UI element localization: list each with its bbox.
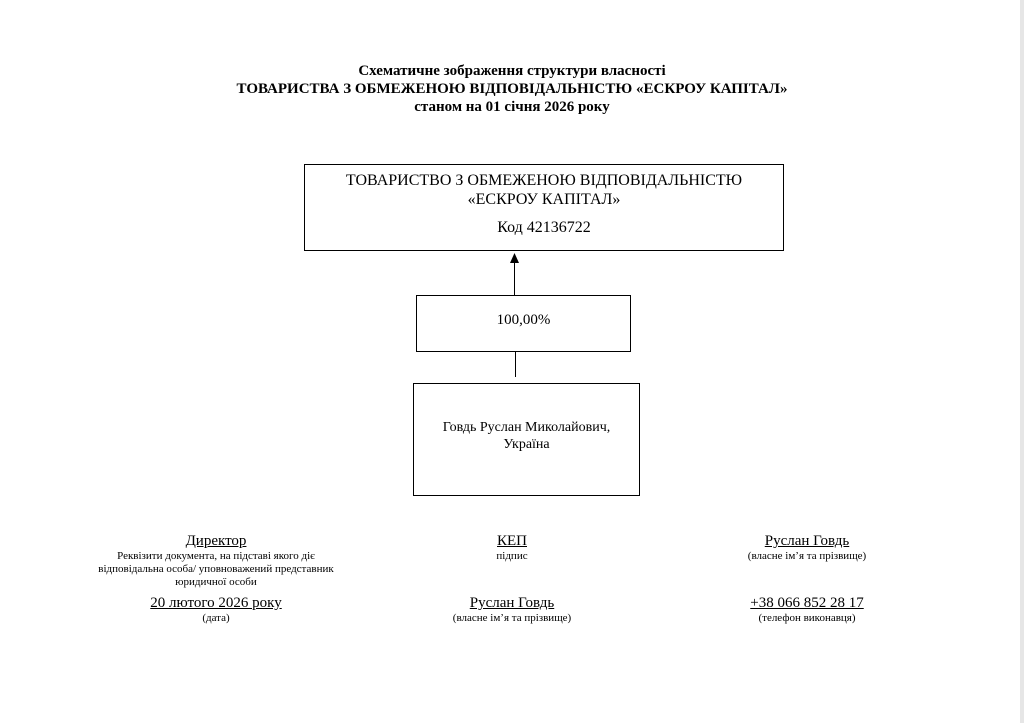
- date: 20 лютого 2026 року: [150, 595, 282, 611]
- phone-caption: (телефон виконавця): [758, 612, 856, 624]
- title-line-1: Схематичне зображення структури власності: [358, 63, 666, 79]
- arrow-line-upper: [514, 262, 515, 295]
- position-caption-1: Реквізити документа, на підставі якого діє: [117, 550, 315, 562]
- owner-name: Говдь Руслан Миколайович,: [442, 420, 611, 435]
- company-box: [304, 164, 784, 251]
- position: Директор: [185, 533, 247, 549]
- document-title: [0, 62, 1024, 116]
- title-line-2: ТОВАРИСТВА З ОБМЕЖЕНОЮ ВІДПОВІДАЛЬНІСТЮ «ЕСКРОУ КАПІТАЛ»: [236, 81, 788, 97]
- company-name-line-2: «ЕСКРОУ КАПІТАЛ»: [467, 191, 621, 208]
- name-bottom-block: [412, 594, 612, 625]
- company-name-line-1: ТОВАРИСТВО З ОБМЕЖЕНОЮ ВІДПОВІДАЛЬНІСТЮ: [345, 172, 743, 189]
- name-top: Руслан Говдь: [764, 533, 850, 549]
- name-bottom-caption: (власне ім’я та прізвище): [452, 612, 572, 624]
- date-caption: (дата): [202, 612, 230, 624]
- company-code: Код 42136722: [497, 219, 591, 236]
- owner-box: [413, 383, 640, 496]
- position-caption-3: юридичної особи: [175, 576, 257, 588]
- phone: +38 066 852 28 17: [750, 595, 864, 611]
- phone-block: [707, 594, 907, 625]
- name-top-block: [707, 532, 907, 563]
- signature-caption: підпис: [496, 550, 528, 562]
- signature-block: [412, 532, 612, 563]
- name-bottom: Руслан Говдь: [469, 595, 555, 611]
- arrow-head-icon: [509, 253, 520, 264]
- owner-country: Україна: [503, 437, 550, 452]
- ownership-share: 100,00%: [496, 312, 551, 328]
- position-block: [66, 532, 366, 589]
- date-block: [116, 594, 316, 625]
- ownership-share-box: [416, 295, 631, 352]
- position-caption-2: відповідальна особа/ уповноважений представник: [98, 563, 334, 575]
- title-line-3: станом на 01 січня 2026 року: [414, 99, 610, 115]
- name-top-caption: (власне ім’я та прізвище): [747, 550, 867, 562]
- connector-line: [515, 352, 516, 377]
- signature: КЕП: [497, 533, 527, 549]
